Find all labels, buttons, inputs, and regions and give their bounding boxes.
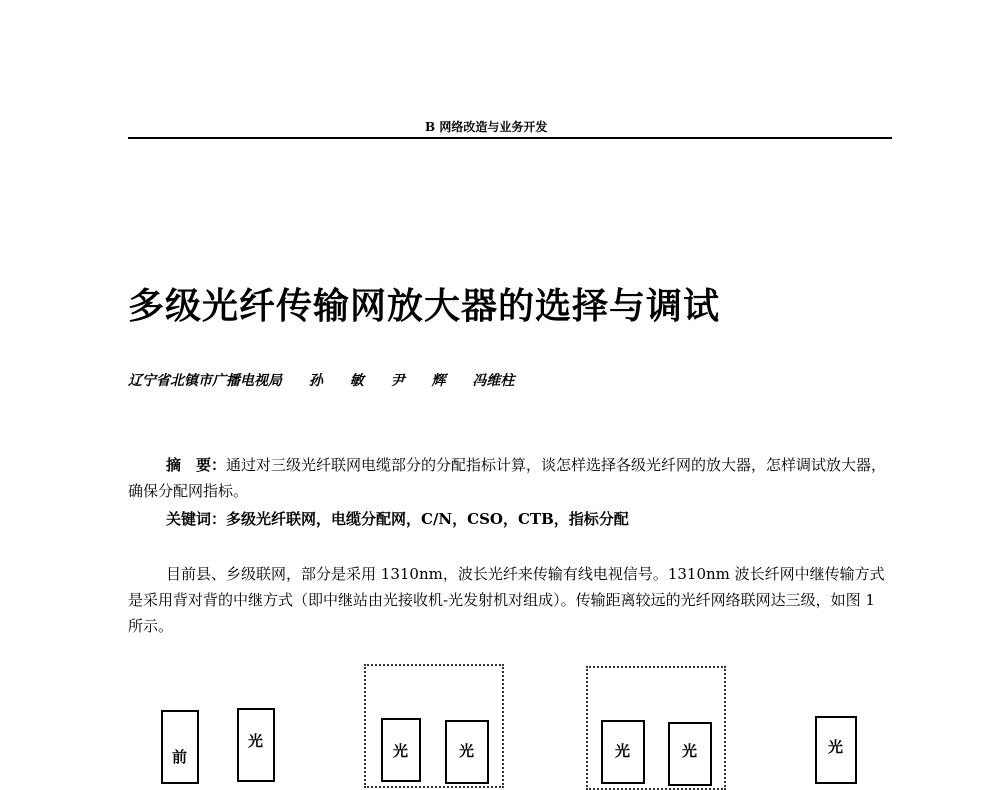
optical-transmitter-box: [445, 720, 489, 784]
running-head: B 网络改造与业务开发: [425, 120, 548, 134]
front-end-box: [161, 710, 199, 784]
optical-label: 光: [615, 742, 631, 760]
optical-label: 光: [682, 742, 698, 760]
body-paragraph: 目前县、乡级联网，部分是采用 1310nm，波长光纤来传输有线电视信号。1310nm 波长纤网中继传输方式是采用背对背的中继方式（即中继站由光接收机-光发射机对组成）。传输距离较远的光纤网络联网达三级，如图 1 所示。: [128, 565, 885, 635]
abstract: [128, 452, 892, 504]
abstract-label: 摘 要：: [166, 456, 227, 474]
author-name: 辉: [431, 373, 446, 389]
author-name: 尹: [390, 373, 405, 389]
optical-receiver-box: [381, 718, 421, 782]
keywords-label: 关键词：: [166, 510, 227, 528]
optical-transmitter-box: [668, 722, 712, 786]
header-rule: [128, 137, 892, 139]
optical-label: 光: [828, 738, 844, 756]
optical-receiver-box: [601, 720, 645, 784]
optical-transmitter-box: [237, 708, 275, 782]
abstract-text: 通过对三级光纤联网电缆部分的分配指标计算，谈怎样选择各级光纤网的放大器，怎样调试放大器，确保分配网指标。: [128, 456, 887, 500]
article-title: 多级光纤传输网放大器的选择与调试: [128, 286, 721, 327]
byline: [128, 370, 536, 390]
affiliation: 辽宁省北镇市广播电视局: [128, 373, 282, 389]
optical-label: 光: [248, 732, 264, 750]
front-end-label: 前: [172, 748, 188, 766]
keywords: [128, 506, 892, 532]
author-name: 敏: [349, 373, 364, 389]
optical-label: 光: [393, 742, 409, 760]
optical-label: 光: [459, 742, 475, 760]
optical-receiver-box: [815, 716, 857, 784]
author-name: 冯维柱: [472, 373, 515, 389]
author-name: 孙: [308, 373, 323, 389]
keywords-text: 多级光纤联网，电缆分配网，C/N，CSO，CTB，指标分配: [226, 510, 629, 528]
